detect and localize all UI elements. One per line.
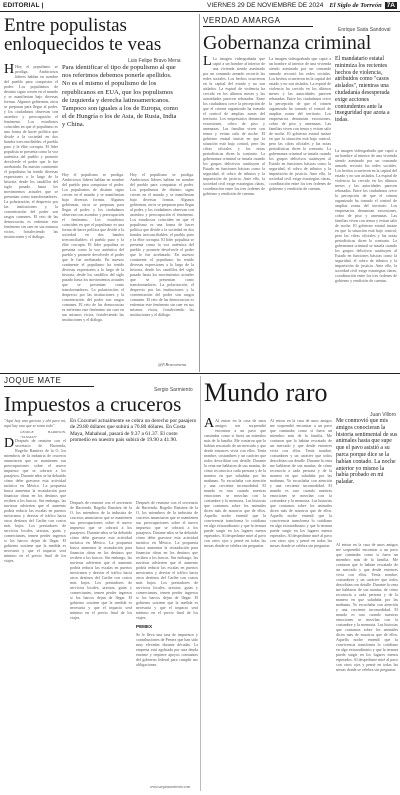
article2-body-col3: La imagen videograbada que captó a un hombre al interior de una vivienda siendo asesinado por un comando armado recorrió las redes sociales. Los hechos ocurrieron en la capital del estado y no son aislados. La espiral de violencia ha crecido en los últimos meses y las autoridades parecen rebasadas. Entre los ciudadanos crece la percepción de que el crimen organizado ha tomado el control de amplias zonas del territorio. Los empresarios denuncian extorsiones, cobro de piso y amenazas. Las familias viven con temor y evitan salir de noche. El gobierno estatal insiste en que la situación está bajo control, pero las cifras oficiales y las notas periodísticas dicen lo contrario. La gobernanza criminal se instala cuando los grupos delictivos sustituyen al Estado en funciones básicas como la seguridad, el cobro de tributos y la impartición de justicia. Ante ello, la sociedad civil exige estrategias claras, coordinación entre los tres órdenes de gobierno y rendición de cuentas. (335, 148, 397, 283)
article3-body-col3: Después de reunirse con el secretario de Hacienda, Rogelio Ramírez de la O, los miembros de la industria de cruceros anunciaron que se mantienen sus preocupaciones sobre el nuevo impuesto que se cobrará a los pasajeros. Durante años se ha debatido cómo debe gravarse esta actividad turística en México. La propuesta busca aumentar la recaudación para financiar obras en los destinos que reciben a los barcos. Sin embargo, las navieras advierten que el aumento podría reducir las escalas en puertos mexicanos y desviar el tráfico hacia otros destinos del Caribe con costos más bajos. Los prestadores de servicios locales, taxistas, guías y comerciantes, temen perder ingresos si los barcos dejan de llegar. El gobierno sostiene que la medida es necesaria y que el impacto será mínimo en el precio final de los viajes. (136, 500, 198, 620)
article2-kicker: VERDAD AMARGA (203, 16, 313, 27)
article1-body-col3: Hoy el populismo se prodiga. Ambiciosos líderes hablan en nombre del pueblo para conquistar el poder. Los populismos de distinto signo crecen en el mundo y se manifiestan bajo diversas formas. Algunos gobiernan, otros se preparan para llegar al poder, y los ciudadanos observan con asombro y preocupación el fenómeno. Los estudiosos coinciden en que el populismo es una forma de hacer política que divide a la sociedad en dos bandos irreconciliables: el pueblo puro y la élite corrupta. El líder populista se presenta como la voz auténtica del pueblo y promete devolverle el poder que le fue arrebatado. En nuestro continente el populismo ha tenido diversas expresiones a lo largo de la historia, desde los caudillos del siglo pasado hasta los movimientos actuales que se presentan como transformadores. La polarización, el desprecio por las instituciones y la concentración del poder son rasgos comunes. El reto de las democracias es enfrentar este fenómeno sin caer en sus mismos vicios, fortaleciendo las instituciones y el diálogo. (130, 172, 194, 317)
article1-social-handle: @F.Bravomena (158, 362, 187, 367)
article4-body-col1: A Al entrar en la casa de unos amigos me sorprendió encontrar a un pavo que caminaba como si fuera un miembro más de la familia. Me contaron que lo habían rescatado de un mercado y que desde entonces vivía con ellos. Tenía nombre, costumbres y un carácter que todos describían con detalle. Durante la cena me hablaron de sus manías, de cómo reconocía a cada persona y de la manera en que saludaba por las mañanas. Yo escuchaba con atención y una creciente incomodidad. El mundo es raro cuando nuestras emociones se mezclan con la costumbre y la memoria. Las historias que contamos sobre los animales dicen más de nosotros que de ellos. Aquella noche entendí que la convivencia transforma lo cotidiano en algo extraordinario y que la ternura puede surgir en los lugares menos esperados. Al despedirme miré al pavo con otros ojos y pensé en todas las mesas donde se celebra sin preguntar. (204, 416, 266, 548)
article3-body-col4: Se le lleva una tasa de impuestos y contribuciones de Pemex que han sido muy elevadas durante décadas. La empresa está agobiada por una deuda enorme y requiere apoyos constantes del gobierno federal para cumplir sus obligaciones. (136, 632, 198, 667)
issue-date: VIERNES 29 DE NOVIEMBRE DE 2024 (207, 2, 324, 9)
article2-author: Enrique Sada Sandoval (338, 27, 391, 33)
article4-author: Juan Villoro (370, 412, 397, 418)
article4-pullquote: Me conmovió que mis amigos conocieran la historia sentimental de sus animales hasta que supe que el pavo asistió a su parca porque dice se la habían contado. La noche anterior yo mismo la había probado en mi paladar. (336, 418, 398, 486)
section-divider (0, 373, 400, 374)
article2-title: Gobernanza criminal (203, 32, 372, 54)
article1-title-line2: enloquecidos te veas (4, 34, 162, 55)
article1-body-col2: Hoy el populismo se prodiga. Ambiciosos líderes hablan en nombre del pueblo para conquistar el poder. Los populismos de distinto signo crecen en el mundo y se manifiestan bajo diversas formas. Algunos gobiernan, otros se preparan para llegar al poder, y los ciudadanos observan con asombro y preocupación el fenómeno. Los estudiosos coinciden en que el populismo es una forma de hacer política que divide a la sociedad en dos bandos irreconciliables: el pueblo puro y la élite corrupta. El líder populista se presenta como la voz auténtica del pueblo y promete devolverle el poder que le fue arrebatado. En nuestro continente el populismo ha tenido diversas expresiones a lo largo de la historia, desde los caudillos del siglo pasado hasta los movimientos actuales que se presentan como transformadores. La polarización, el desprecio por las instituciones y la concentración del poder son rasgos comunes. El reto de las democracias es enfrentar este fenómeno sin caer en sus mismos vicios, fortaleciendo las instituciones y el diálogo. (62, 172, 124, 322)
column-divider (199, 14, 200, 372)
article1-body-col1: H Hoy el populismo se prodiga. Ambiciosos líderes hablan en nombre del pueblo para conquistar el poder. Los populismos de distinto signo crecen en el mundo y se manifiestan bajo diversas formas. Algunos gobiernan, otros se preparan para llegar al poder, y los ciudadanos observan con asombro y preocupación el fenómeno. Los estudiosos coinciden en que el populismo es una forma de hacer política que divide a la sociedad en dos bandos irreconciliables: el pueblo puro y la élite corrupta. El líder populista se presenta como la voz auténtica del pueblo y promete devolverle el poder que le fue arrebatado. En nuestro continente el populismo ha tenido diversas expresiones a lo largo de la historia, desde los caudillos del siglo pasado hasta los movimientos actuales que se presentan como transformadores. La polarización, el desprecio por las instituciones y la concentración del poder son rasgos comunes. El reto de las democracias es enfrentar este fenómeno sin caer en sus mismos vicios, fortaleciendo las instituciones y el diálogo. (4, 62, 58, 239)
article3-body-col2: Después de reunirse con el secretario de Hacienda, Rogelio Ramírez de la O, los miembros de la industria de cruceros anunciaron que se mantienen sus preocupaciones sobre el nuevo impuesto que se cobrará a los pasajeros. Durante años se ha debatido cómo debe gravarse esta actividad turística en México. La propuesta busca aumentar la recaudación para financiar obras en los destinos que reciben a los barcos. Sin embargo, las navieras advierten que el aumento podría reducir las escalas en puertos mexicanos y desviar el tráfico hacia otros destinos del Caribe con costos más bajos. Los prestadores de servicios locales, taxistas, guías y comerciantes, temen perder ingresos si los barcos dejan de llegar. El gobierno sostiene que la medida es necesaria y que el impacto será mínimo en el precio final de los viajes. (70, 500, 132, 620)
article2-body-col1: L La imagen videograbada que captó a un hombre al interior de una vivienda siendo asesinado por un comando armado recorrió las redes sociales. Los hechos ocurrieron en la capital del estado y no son aislados. La espiral de violencia ha crecido en los últimos meses y las autoridades parecen rebasadas. Entre los ciudadanos crece la percepción de que el crimen organizado ha tomado el control de amplias zonas del territorio. Los empresarios denuncian extorsiones, cobro de piso y amenazas. Las familias viven con temor y evitan salir de noche. El gobierno estatal insiste en que la situación está bajo control, pero las cifras oficiales y las notas periodísticas dicen lo contrario. La gobernanza criminal se instala cuando los grupos delictivos sustituyen al Estado en funciones básicas como la seguridad, el cobro de tributos y la impartición de justicia. Ante ello, la sociedad civil exige estrategias claras, coordinación entre los tres órdenes de gobierno y rendición de cuentas. (203, 54, 265, 196)
article4-body-col3: Al entrar en la casa de unos amigos me sorprendió encontrar a un pavo que caminaba como si fuera un miembro más de la familia. Me contaron que lo habían rescatado de un mercado y que desde entonces vivía con ellos. Tenía nombre, costumbres y un carácter que todos describían con detalle. Durante la cena me hablaron de sus manías, de cómo reconocía a cada persona y de la manera en que saludaba por las mañanas. Yo escuchaba con atención y una creciente incomodidad. El mundo es raro cuando nuestras emociones se mezclan con la costumbre y la memoria. Las historias que contamos sobre los animales dicen más de nosotros que de ellos. Aquella noche entendí que la convivencia transforma lo cotidiano en algo extraordinario y que la ternura puede surgir en los lugares menos esperados. Al despedirme miré al pavo con otros ojos y pensé en todas las mesas donde se celebra sin preguntar. (336, 542, 398, 672)
article1-pullquote: Para identificar el tipo de populismo al que nos referimos debemos ponerle apellidos. No es el mismo el populismo de los republicanos en EUA, que los populismos de izquierda y derecha latinoamericanos. Tampoco son iguales a los de Europa, como el de Hungría o los de Asia, de Rusia, India y China. (62, 64, 178, 129)
article4-title: Mundo raro (204, 378, 328, 407)
article3-subhead: PEMEX (136, 624, 153, 629)
article4-body-col2: Al entrar en la casa de unos amigos me sorprendió encontrar a un pavo que caminaba como si fuera un miembro más de la familia. Me contaron que lo habían rescatado de un mercado y que desde entonces vivía con ellos. Tenía nombre, costumbres y un carácter que todos describían con detalle. Durante la cena me hablaron de sus manías, de cómo reconocía a cada persona y de la manera en que saludaba por las mañanas. Yo escuchaba con atención y una creciente incomodidad. El mundo es raro cuando nuestras emociones se mezclan con la costumbre y la memoria. Las historias que contamos sobre los animales dicen más de nosotros que de ellos. Aquella noche entendí que la convivencia transforma lo cotidiano en algo extraordinario y que la ternura puede surgir en los lugares menos esperados. Al despedirme miré al pavo con otros ojos y pensé en todas las mesas donde se celebra sin preguntar. (270, 418, 332, 548)
page-header (0, 0, 400, 12)
article3-epigraph: "Aquí hay una gaviota y ahí para mí, aquí hay una que se toma todo". (4, 418, 66, 428)
article2-body-col2: La imagen videograbada que captó a un hombre al interior de una vivienda siendo asesinado por un comando armado recorrió las redes sociales. Los hechos ocurrieron en la capital del estado y no son aislados. La espiral de violencia ha crecido en los últimos meses y las autoridades parecen rebasadas. Entre los ciudadanos crece la percepción de que el crimen organizado ha tomado el control de amplias zonas del territorio. Los empresarios denuncian extorsiones, cobro de piso y amenazas. Las familias viven con temor y evitan salir de noche. El gobierno estatal insiste en que la situación está bajo control, pero las cifras oficiales y las notas periodísticas dicen lo contrario. La gobernanza criminal se instala cuando los grupos delictivos sustituyen al Estado en funciones básicas como la seguridad, el cobro de tributos y la impartición de justicia. Ante ello, la sociedad civil exige estrategias claras, coordinación entre los tres órdenes de gobierno y rendición de cuentas. (269, 56, 331, 191)
article1-author: Luis Felipe Bravo Mena (128, 58, 181, 64)
page-number: 7A (386, 2, 395, 9)
article2-pullquote: El mandatario estatal minimiza los recientes hechos de violencia, atribuidos como "casos aislados", mientras una ciudadanía desesperada exige acciones contundentes ante la inseguridad que azota a todas. (335, 56, 390, 124)
dropcap: H (4, 62, 15, 77)
article3-lead: En Cozumel actualmente se cobra un derecho por pasajero de 29.80 dólares que subirá a 70.80 dólares. En Costa Maya, Mahahual, pasará de 9.37 a 61.37. El costo promedio en nuestro país subirá de 19.90 a 41.90. (70, 418, 197, 444)
dropcap: L (203, 54, 212, 69)
section-label: EDITORIAL | (3, 2, 44, 9)
dropcap: A (204, 416, 215, 431)
newspaper-name: El Siglo de Torreón (329, 2, 382, 9)
article1-title-line1: Entre populistas (4, 15, 127, 36)
article3-kicker: JOQUE MATE (4, 376, 94, 387)
article3-author: Sergio Sarmiento (154, 387, 193, 393)
article1-title (4, 16, 196, 54)
article3-epigraph-credit: GEORGE HARRISON, "TAXMAN" (20, 430, 66, 439)
article3-title: Impuestos a cruceros (4, 392, 182, 416)
article3-body-col1: D Después de reunirse con el secretario de Hacienda, Rogelio Ramírez de la O, los miembros de la industria de cruceros anunciaron que se mantienen sus preocupaciones sobre el nuevo impuesto que se cobrará a los pasajeros. Durante años se ha debatido cómo debe gravarse esta actividad turística en México. La propuesta busca aumentar la recaudación para financiar obras en los destinos que reciben a los barcos. Sin embargo, las navieras advierten que el aumento podría reducir las escalas en puertos mexicanos y desviar el tráfico hacia otros destinos del Caribe con costos más bajos. Los prestadores de servicios locales, taxistas, guías y comerciantes, temen perder ingresos si los barcos dejan de llegar. El gobierno sostiene que la medida es necesaria y que el impacto será mínimo en el precio final de los viajes. (4, 436, 66, 563)
article3-website: www.sergiosarmiento.com (150, 785, 191, 789)
column-divider-lower (200, 376, 201, 791)
dropcap: D (4, 436, 15, 451)
